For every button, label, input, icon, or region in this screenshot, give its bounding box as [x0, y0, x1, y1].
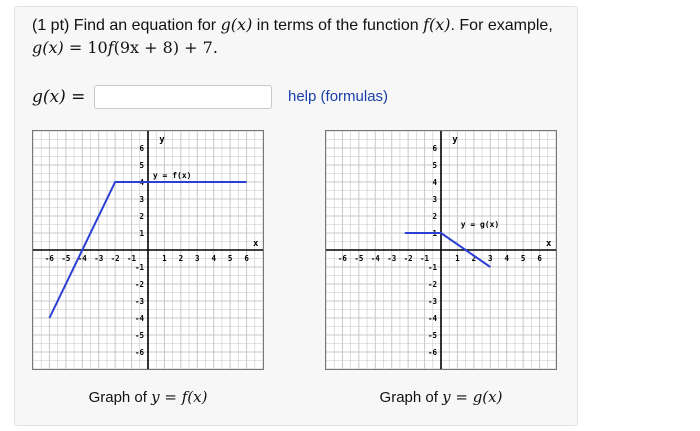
- curve-label: y = g(x): [460, 220, 500, 230]
- answer-row: [32, 82, 272, 112]
- points-label: (1 pt): [32, 17, 70, 34]
- answer-label-g: g(x): [32, 87, 66, 107]
- x-axis-label: x: [546, 239, 552, 249]
- caption-g-func: g(x): [472, 388, 503, 406]
- x-axis-label: x: [253, 239, 259, 249]
- x-tick-label: -2: [403, 254, 413, 263]
- caption-f-y: y: [151, 388, 160, 406]
- x-tick-label: -2: [110, 254, 120, 263]
- answer-label: [32, 87, 94, 107]
- x-tick-label: -1: [420, 254, 430, 263]
- x-tick-label: -1: [127, 254, 137, 263]
- y-tick-label: 3: [139, 195, 144, 204]
- caption-f-eq: =: [159, 388, 182, 406]
- y-tick-label: 6: [139, 144, 144, 153]
- y-tick-label: 2: [432, 212, 437, 221]
- y-tick-label: 1: [139, 229, 144, 238]
- y-tick-label: -2: [134, 280, 144, 289]
- y-tick-label: -4: [134, 314, 144, 323]
- y-tick-label: -6: [134, 348, 144, 357]
- example-eq: = 10: [63, 38, 108, 57]
- y-tick-label: 4: [139, 178, 144, 187]
- y-tick-label: -2: [427, 280, 437, 289]
- example-inner: (9x + 8) + 7.: [113, 38, 218, 57]
- problem-text-c: . For example,: [450, 17, 553, 34]
- x-tick-label: -5: [61, 254, 71, 263]
- y-tick-label: -5: [134, 331, 144, 340]
- x-tick-label: 5: [520, 254, 526, 263]
- y-tick-label: 4: [432, 178, 437, 187]
- plot-f: [32, 130, 264, 370]
- y-tick-label: 6: [432, 144, 437, 153]
- y-tick-label: -3: [134, 297, 144, 306]
- problem-text-a: Find an equation for: [69, 17, 221, 34]
- x-tick-label: 2: [471, 254, 477, 263]
- help-formulas-link[interactable]: help (formulas): [288, 88, 389, 105]
- caption-g-y: y: [442, 388, 451, 406]
- g-of-x: g(x): [220, 15, 253, 34]
- plot-f-svg: [33, 131, 263, 369]
- graph-f: [32, 130, 264, 430]
- y-tick-label: 2: [139, 212, 144, 221]
- x-tick-label: 6: [244, 254, 249, 263]
- x-tick-label: 5: [227, 254, 233, 263]
- x-tick-label: 4: [211, 254, 216, 263]
- caption-g: [325, 388, 557, 406]
- x-tick-label: 4: [504, 254, 509, 263]
- x-tick-label: -3: [387, 254, 397, 263]
- plot-g: [325, 130, 557, 370]
- caption-g-prefix: Graph of: [379, 389, 443, 406]
- plot-g-svg: [326, 131, 556, 369]
- caption-f-func: f(x): [181, 388, 208, 406]
- y-axis-label: y: [452, 135, 458, 145]
- graph-g: [325, 130, 557, 430]
- x-tick-label: -6: [44, 254, 54, 263]
- x-tick-label: -3: [94, 254, 104, 263]
- caption-f: [32, 388, 264, 406]
- x-tick-label: 1: [455, 254, 460, 263]
- f-of-x: f(x): [423, 15, 451, 34]
- y-tick-label: -1: [134, 263, 144, 272]
- answer-label-eq: =: [65, 87, 86, 107]
- caption-g-eq: =: [450, 388, 473, 406]
- answer-input[interactable]: [94, 85, 272, 109]
- y-axis-label: y: [159, 135, 165, 145]
- x-tick-label: -6: [337, 254, 347, 263]
- x-tick-label: -5: [354, 254, 364, 263]
- y-tick-label: 1: [432, 229, 437, 238]
- x-tick-label: 1: [162, 254, 167, 263]
- x-tick-label: -4: [370, 254, 380, 263]
- x-tick-label: 3: [195, 254, 200, 263]
- x-tick-label: 6: [537, 254, 542, 263]
- y-tick-label: -5: [427, 331, 437, 340]
- x-tick-label: 3: [488, 254, 493, 263]
- example-f: f: [107, 38, 114, 57]
- y-tick-label: 5: [432, 161, 437, 170]
- caption-f-prefix: Graph of: [88, 389, 152, 406]
- y-tick-label: -4: [427, 314, 437, 323]
- problem-text-b: in terms of the function: [252, 17, 424, 34]
- y-tick-label: 5: [139, 161, 144, 170]
- x-tick-label: -4: [77, 254, 87, 263]
- x-tick-label: 2: [178, 254, 184, 263]
- y-tick-label: 3: [432, 195, 437, 204]
- example-lhs: g(x): [32, 38, 64, 57]
- y-tick-label: -3: [427, 297, 437, 306]
- problem-statement: [32, 14, 572, 60]
- curve-label: y = f(x): [152, 171, 192, 180]
- y-tick-label: -6: [427, 348, 437, 357]
- y-tick-label: -1: [427, 263, 437, 272]
